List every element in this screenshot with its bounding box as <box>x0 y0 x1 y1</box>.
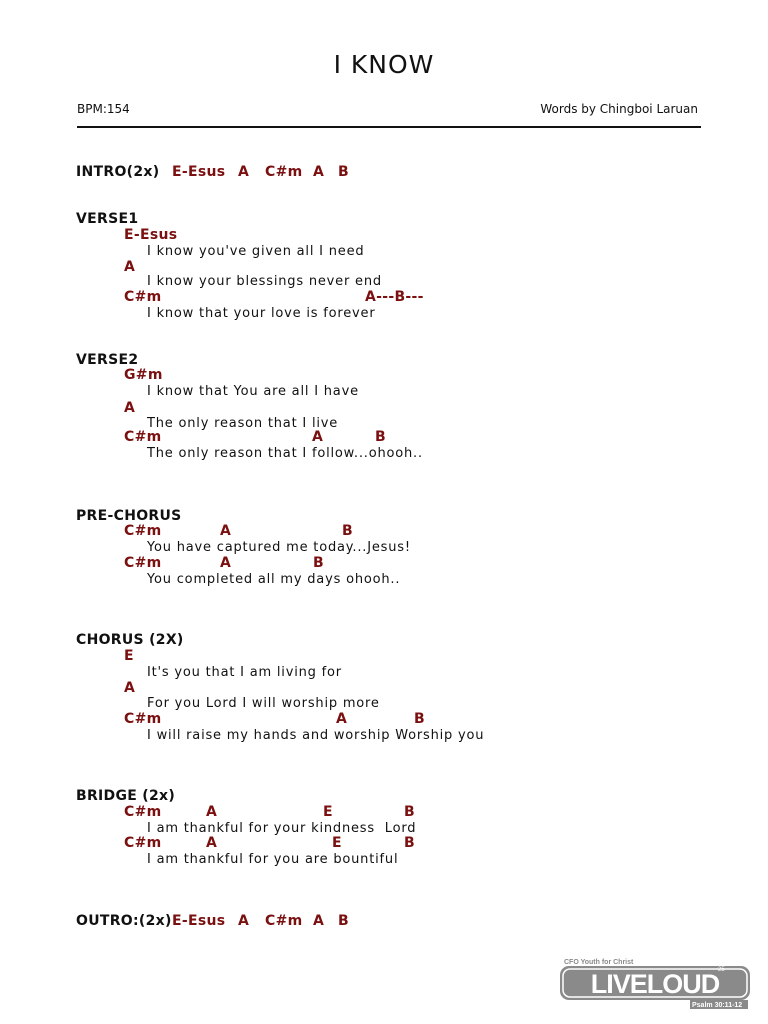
chorus-heading: CHORUS (2X) <box>76 632 184 648</box>
lyric-line: You have captured me today...Jesus! <box>147 540 411 555</box>
chord: C#m <box>124 555 162 571</box>
chord-line: A <box>124 680 136 696</box>
bpm-label: BPM:154 <box>77 102 130 116</box>
chord-line: A <box>124 400 136 416</box>
bridge-heading: BRIDGE (2x) <box>76 788 176 804</box>
outro-chord: B <box>338 913 349 929</box>
chord: B <box>414 711 425 727</box>
logo-verse: Psalm 30:11-12 <box>692 1002 743 1009</box>
outro-chord: C#m <box>265 913 303 929</box>
outro-chord: E-Esus <box>172 913 226 929</box>
chord: C#m <box>124 429 162 445</box>
chord-line: A <box>124 259 136 275</box>
lyric-line: I know your blessings never end <box>147 274 382 289</box>
chord: B <box>404 804 415 820</box>
logo-tagline: CFO Youth for Christ <box>564 959 634 966</box>
chord: A <box>206 804 218 820</box>
header-rule <box>77 126 701 128</box>
chord-line: E-Esus <box>124 227 178 243</box>
chord: C#m <box>124 523 162 539</box>
logo-mark: 25 <box>718 967 725 973</box>
liveloud-logo <box>558 956 754 1010</box>
chord: A <box>220 523 232 539</box>
chord: A <box>220 555 232 571</box>
intro-heading: INTRO(2x) <box>76 164 160 180</box>
chord-line: C#m <box>124 289 162 305</box>
lyric-line: The only reason that I follow...ohooh.. <box>147 446 423 461</box>
lyric-line: I will raise my hands and worship Worship you <box>147 728 485 743</box>
chord: A <box>336 711 348 727</box>
lyric-line: It's you that I am living for <box>147 665 342 680</box>
outro-heading: OUTRO:(2x) <box>76 913 172 929</box>
song-title: I KNOW <box>333 50 435 79</box>
lyric-line: You completed all my days ohooh.. <box>147 572 401 587</box>
intro-chord: A <box>238 164 250 180</box>
lyric-line: The only reason that I live <box>147 416 339 431</box>
intro-chord: A <box>313 164 325 180</box>
chord: E <box>323 804 333 820</box>
prechorus-heading: PRE-CHORUS <box>76 508 182 524</box>
lyric-line: I am thankful for you are bountiful <box>147 852 399 867</box>
verse1-heading: VERSE1 <box>76 211 139 227</box>
chord: B <box>375 429 386 445</box>
chord: B <box>404 835 415 851</box>
intro-chord: B <box>338 164 349 180</box>
chord: C#m <box>124 804 162 820</box>
lyric-line: I know that You are all I have <box>147 384 359 399</box>
chord: E <box>332 835 342 851</box>
chord: B <box>313 555 324 571</box>
chord: A <box>312 429 324 445</box>
chord: C#m <box>124 835 162 851</box>
outro-chord: A <box>238 913 250 929</box>
lyric-line: I am thankful for your kindness Lord <box>147 821 417 836</box>
chord-line: E <box>124 648 134 664</box>
outro-chord: A <box>313 913 325 929</box>
lyric-line: I know you've given all I need <box>147 244 365 259</box>
intro-chord: C#m <box>265 164 303 180</box>
logo-wordmark: LIVELOUD <box>590 969 720 999</box>
chord: B <box>342 523 353 539</box>
lyric-line: I know that your love is forever <box>147 306 376 321</box>
chord-line: A---B--- <box>365 289 424 305</box>
credit-label: Words by Chingboi Laruan <box>540 102 698 116</box>
chord: A <box>206 835 218 851</box>
verse2-heading: VERSE2 <box>76 352 139 368</box>
intro-chord: E-Esus <box>172 164 226 180</box>
chord: C#m <box>124 711 162 727</box>
lyric-line: For you Lord I will worship more <box>147 696 380 711</box>
chord-line: G#m <box>124 367 163 383</box>
